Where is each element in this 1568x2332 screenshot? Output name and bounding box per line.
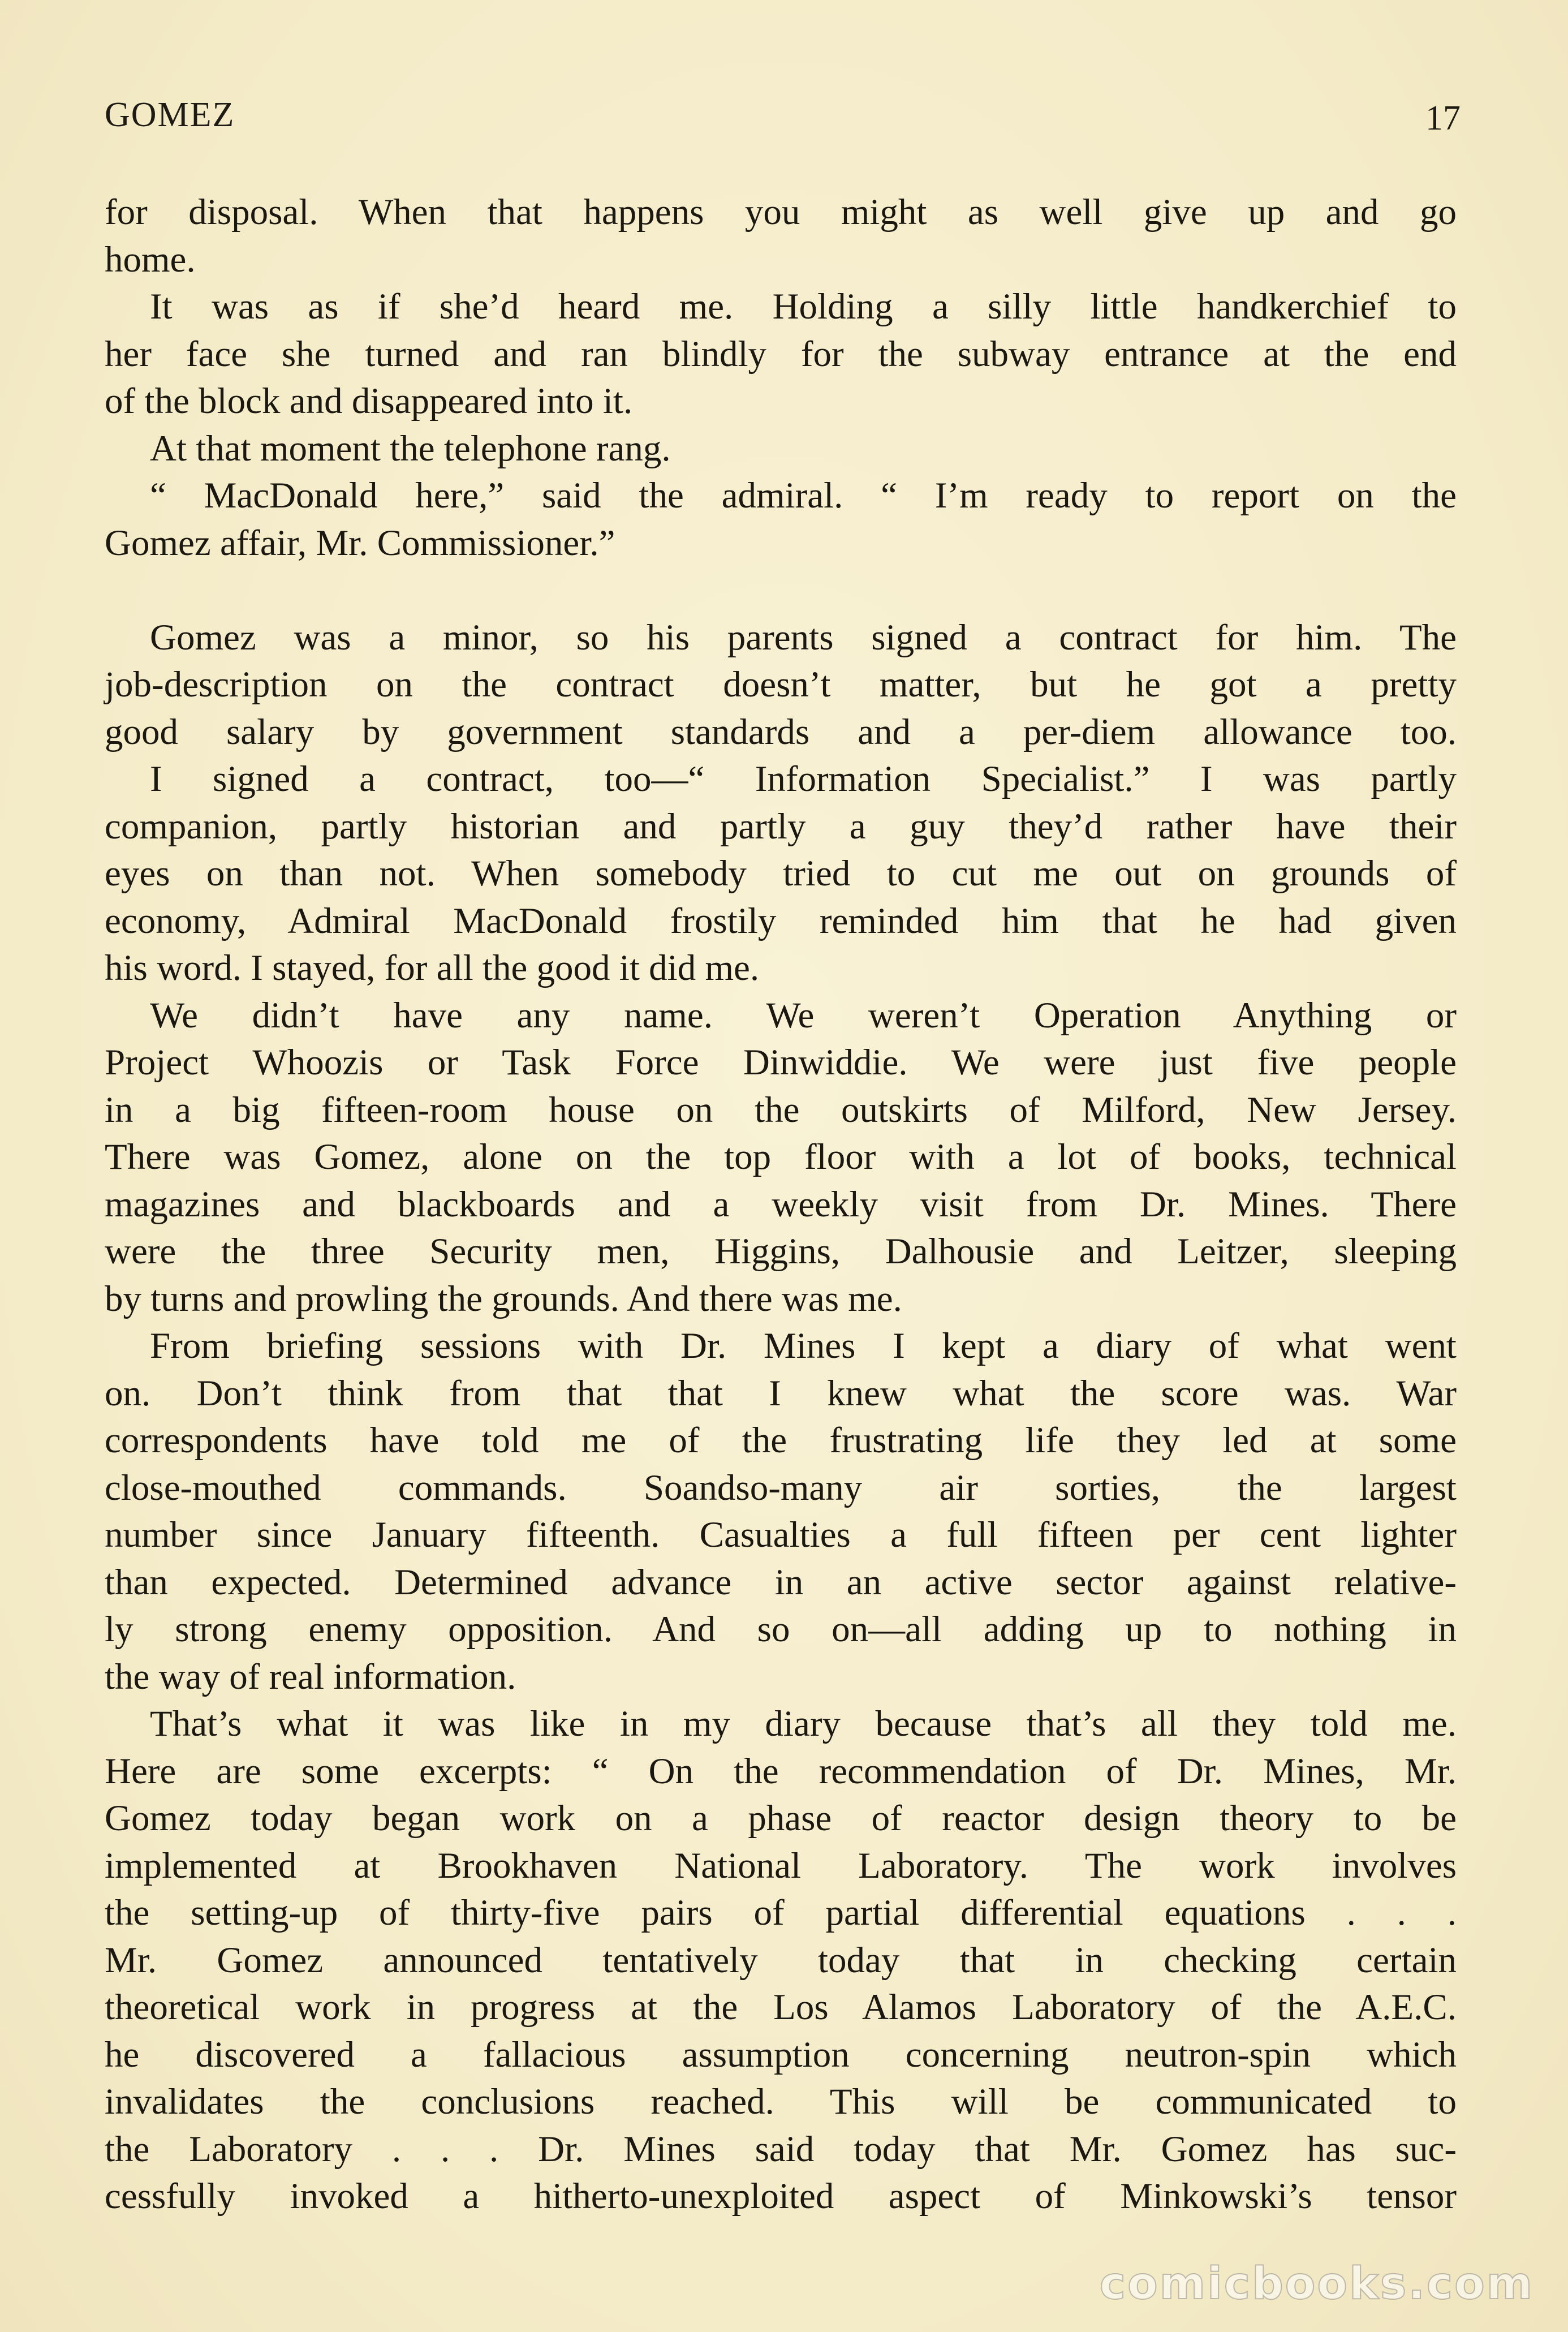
text-line: We didn’t have any name. We weren’t Operation Anything or bbox=[150, 995, 1457, 1036]
watermark: comicbooks.com bbox=[1099, 2258, 1534, 2309]
text-line: he discovered a fallacious assumption concerning neutron-spin which bbox=[105, 2034, 1457, 2075]
text-line: than expected. Determined advance in an active sector against relative- bbox=[105, 1561, 1457, 1603]
text-line: Project Whoozis or Task Force Dinwiddie. We were just five people bbox=[105, 1042, 1457, 1083]
text-line: ly strong enemy opposition. And so on—all adding up to nothing in bbox=[105, 1609, 1457, 1650]
text-line: by turns and prowling the grounds. And there was me. bbox=[105, 1278, 902, 1319]
section-break bbox=[105, 567, 1457, 614]
text-line: number since January fifteenth. Casualties a full fifteen per cent lighter bbox=[105, 1514, 1457, 1555]
text-line: in a big fifteen-room house on the outskirts of Milford, New Jersey. bbox=[105, 1089, 1457, 1130]
text-line: magazines and blackboards and a weekly visit from Dr. Mines. There bbox=[105, 1184, 1457, 1225]
body-text bbox=[105, 189, 1457, 2221]
running-head: GOMEZ bbox=[105, 96, 235, 134]
text-line: I signed a contract, too—“ Information Specialist.” I was partly bbox=[150, 759, 1457, 799]
text-line: home. bbox=[105, 239, 196, 280]
text-line: cessfully invoked a hitherto-unexploited aspect of Minkowski’s tensor bbox=[105, 2176, 1457, 2217]
text-line: Gomez today began work on a phase of reactor design theory to be bbox=[105, 1798, 1457, 1839]
text-line: invalidates the conclusions reached. This will be communicated to bbox=[105, 2081, 1457, 2122]
page-header bbox=[105, 95, 1461, 146]
text-line: economy, Admiral MacDonald frostily reminded him that he had given bbox=[105, 900, 1457, 941]
text-line: That’s what it was like in my diary because that’s all they told me. bbox=[150, 1703, 1457, 1744]
text-line: eyes on than not. When somebody tried to cut me out on grounds of bbox=[105, 853, 1457, 894]
text-line: job-description on the contract doesn’t matter, but he got a pretty bbox=[105, 664, 1457, 705]
text-line: were the three Security men, Higgins, Dalhousie and Leitzer, sleeping bbox=[105, 1231, 1457, 1272]
text-line: Here are some excerpts: “ On the recommendation of Dr. Mines, Mr. bbox=[105, 1750, 1457, 1792]
text-line: good salary by government standards and a per-diem allowance too. bbox=[105, 711, 1457, 752]
text-line: on. Don’t think from that that I knew what the score was. War bbox=[105, 1372, 1457, 1414]
text-line: Gomez was a minor, so his parents signed a contract for him. The bbox=[150, 617, 1457, 658]
text-line: the way of real information. bbox=[105, 1656, 516, 1697]
text-line: his word. I stayed, for all the good it did me. bbox=[105, 948, 760, 988]
text-line: correspondents have told me of the frustrating life they led at some bbox=[105, 1420, 1457, 1461]
text-line: her face she turned and ran blindly for the subway entrance at the end bbox=[105, 333, 1457, 375]
text-line: It was as if she’d heard me. Holding a silly little handkerchief to bbox=[150, 286, 1457, 327]
text-line: From briefing sessions with Dr. Mines I kept a diary of what went bbox=[150, 1326, 1457, 1366]
text-line: Gomez affair, Mr. Commissioner.” bbox=[105, 522, 615, 563]
text-line: implemented at Brookhaven National Laboratory. The work involves bbox=[105, 1845, 1457, 1886]
text-line: companion, partly historian and partly a guy they’d rather have their bbox=[105, 806, 1457, 847]
text-line: the setting-up of thirty-five pairs of partial differential equations . . . bbox=[105, 1892, 1457, 1933]
text-line: of the block and disappeared into it. bbox=[105, 381, 633, 421]
text-line: theoretical work in progress at the Los Alamos Laboratory of the A.E.C. bbox=[105, 1987, 1457, 2028]
text-line: There was Gomez, alone on the top floor with a lot of books, technical bbox=[105, 1137, 1457, 1177]
text-line: “ MacDonald here,” said the admiral. “ I’m ready to report on the bbox=[150, 475, 1457, 516]
text-line: for disposal. When that happens you might as well give up and go bbox=[105, 192, 1457, 233]
text-line: At that moment the telephone rang. bbox=[150, 428, 671, 469]
page-number: 17 bbox=[1425, 99, 1461, 137]
text-line: the Laboratory . . . Dr. Mines said today that Mr. Gomez has suc- bbox=[105, 2128, 1457, 2170]
text-line: Mr. Gomez announced tentatively today that in checking certain bbox=[105, 1939, 1457, 1981]
text-line: close-mouthed commands. Soandso-many air sorties, the largest bbox=[105, 1467, 1457, 1508]
